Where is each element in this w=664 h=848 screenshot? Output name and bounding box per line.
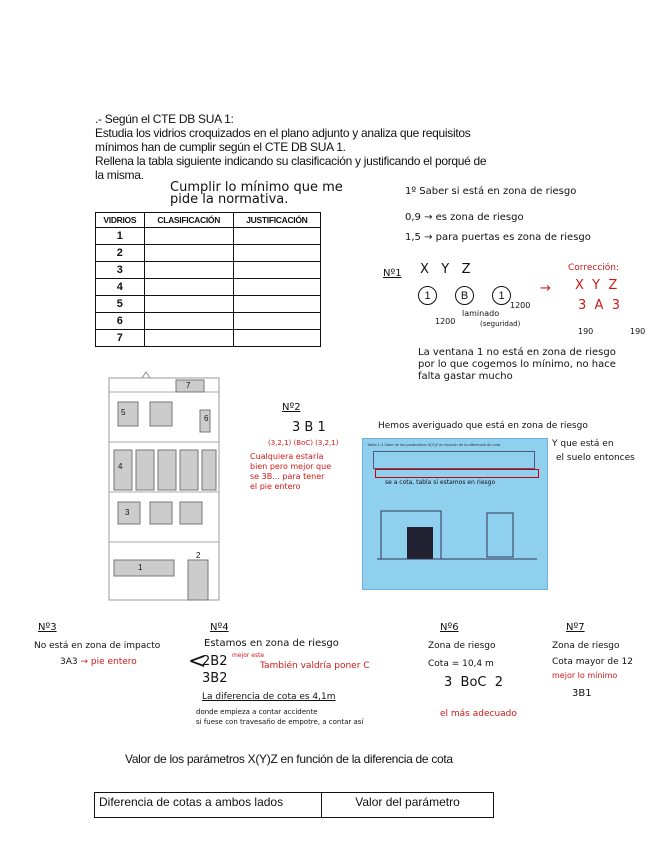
n4-l5: si fuese con travesaño de empotre, a contar así xyxy=(196,718,364,726)
blue-table-image xyxy=(362,438,548,590)
n1-corr-xyz: X Y Z xyxy=(575,278,618,293)
n1-corr-vals: 3 A 3 xyxy=(578,298,620,313)
n4-title: Nº4 xyxy=(210,622,229,633)
n4-opt2: 3B2 xyxy=(202,671,228,686)
vidrios-table xyxy=(95,212,321,347)
table-row xyxy=(96,262,321,279)
table-row xyxy=(96,296,321,313)
n1-text-3: falta gastar mucho xyxy=(418,371,513,382)
drawing-label-5: 5 xyxy=(121,408,126,417)
header-clasificacion: CLASIFICACIÓN xyxy=(144,213,233,228)
note-line-2: 0,9 → es zona de riesgo xyxy=(405,212,524,223)
n7-l1: Zona de riesgo xyxy=(552,641,620,651)
table-row xyxy=(96,330,321,347)
intro-text xyxy=(95,112,575,182)
drawing-label-4: 4 xyxy=(118,462,123,471)
n1-arrow: → xyxy=(540,281,551,296)
n1-text-2: por lo que cogemos lo mínimo, no hace xyxy=(418,359,616,370)
drawing-label-7: 7 xyxy=(186,381,191,390)
bottom-caption: Valor de los parámetros X(Y)Z en función de la diferencia de cota xyxy=(125,752,453,766)
n2-value: 3 B 1 xyxy=(292,420,326,435)
n7-red: mejor lo mínimo xyxy=(552,671,618,680)
n3-value: 3A3 xyxy=(60,657,78,667)
n6-red: el más adecuado xyxy=(440,709,517,719)
n6-l3: 3 BoC 2 xyxy=(444,675,504,690)
facade-drawing xyxy=(108,370,220,602)
n4-opt1-note: mejor este xyxy=(232,652,265,659)
row-number: 7 xyxy=(96,330,145,347)
row-number: 5 xyxy=(96,296,145,313)
n3-l2 xyxy=(60,656,137,668)
note-minimo: Cumplir lo mínimo que me pide la normativa. xyxy=(170,180,343,207)
n1-text xyxy=(418,347,648,383)
facade-svg xyxy=(108,370,220,602)
n2-title: Nº2 xyxy=(282,402,301,413)
intro-line-5: la misma. xyxy=(95,168,144,182)
intro-line-1: .- Según el CTE DB SUA 1: xyxy=(95,112,234,126)
n1-correccion: Corrección: xyxy=(568,263,620,273)
n6-l2: Cota = 10,4 m xyxy=(428,659,494,669)
n1-sub-mid: laminado xyxy=(462,309,500,318)
n4-brace: < xyxy=(188,649,207,674)
n7-l3: 3B1 xyxy=(572,688,592,699)
n1-circle-y: B xyxy=(455,286,474,305)
n2-red-3: se 3B... para tener xyxy=(250,472,325,481)
n4-l1: Estamos en zona de riesgo xyxy=(204,638,339,649)
drawing-label-2: 2 xyxy=(196,551,201,560)
n3-red: → pie entero xyxy=(80,657,137,667)
n1-sub-right: 1200 xyxy=(510,301,531,310)
row-number: 2 xyxy=(96,245,145,262)
n1-corr-sub2: 190 xyxy=(630,327,646,336)
table-row xyxy=(96,313,321,330)
drawing-label-6: 6 xyxy=(204,414,209,423)
header-justificacion: JUSTIFICACIÓN xyxy=(233,213,320,228)
n1-circle-x: 1 xyxy=(418,286,437,305)
header-vidrios: VIDRIOS xyxy=(96,213,145,228)
intro-line-3: mínimos han de cumplir según el CTE DB SUA 1. xyxy=(95,140,346,154)
drawing-label-3: 3 xyxy=(125,508,130,517)
right-notes xyxy=(405,186,645,244)
n2-red-note xyxy=(250,452,360,492)
n1-sub-mid2: (seguridad) xyxy=(480,320,521,328)
table-row xyxy=(96,228,321,245)
n1-circle-z: 1 xyxy=(492,286,511,305)
bottom-col-2: Valor del parámetro xyxy=(355,795,460,809)
n6-l1: Zona de riesgo xyxy=(428,641,496,651)
n1-xyz: X Y Z xyxy=(420,262,471,277)
n4-l3: La diferencia de cota es 4,1m xyxy=(202,692,336,702)
n7-title: Nº7 xyxy=(566,622,585,633)
n2-sub: (3,2,1) (BoC) (3,2,1) xyxy=(268,439,339,447)
n1-circles xyxy=(418,286,511,305)
n4-l4: donde empieza a contar accidente xyxy=(196,708,318,716)
n2-red-4: el pie entero xyxy=(250,482,301,491)
n4-opt1-red: También valdría poner C xyxy=(260,661,370,671)
table-row xyxy=(96,245,321,262)
drawing-label-1: 1 xyxy=(138,563,143,572)
n1-corr-sub1: 190 xyxy=(578,327,594,336)
row-number: 3 xyxy=(96,262,145,279)
n1-title: Nº1 xyxy=(383,268,402,279)
row-number: 4 xyxy=(96,279,145,296)
n7-l2: Cota mayor de 12 xyxy=(552,657,633,667)
n2-red-2: bien pero mejor que xyxy=(250,462,332,471)
blue-caption: Tabla 1.1 Valor de los parámetros X(Y)Z en función de la diferencia de cota xyxy=(367,442,501,447)
note-line-1: 1º Saber si está en zona de riesgo xyxy=(405,186,577,197)
hemos-l1: Hemos averiguado que está en zona de riesgo xyxy=(378,421,588,431)
blue-highlight-text: se a cota, tabla si estamos en riesgo xyxy=(385,479,496,486)
blue-diagram xyxy=(377,507,537,567)
bottom-table xyxy=(94,792,494,818)
n4-opt1: 2B2 xyxy=(202,654,228,669)
intro-line-2: Estudia los vidrios croquizados en el plano adjunto y analiza que requisitos xyxy=(95,126,471,140)
n3-title: Nº3 xyxy=(38,622,57,633)
n6-title: Nº6 xyxy=(440,622,459,633)
row-number: 6 xyxy=(96,313,145,330)
note-line-3: 1,5 → para puertas es zona de riesgo xyxy=(405,232,591,243)
table-row xyxy=(96,279,321,296)
bottom-col-1: Diferencia de cotas a ambos lados xyxy=(95,793,322,817)
n1-sub-left: 1200 xyxy=(435,317,456,326)
n1-text-1: La ventana 1 no está en zona de riesgo xyxy=(418,347,616,358)
n2-red-1: Cualquiera estaría xyxy=(250,452,324,461)
hemos-l3: el suelo entonces xyxy=(556,453,635,463)
n3-l1: No está en zona de impacto xyxy=(34,641,161,651)
hemos-l2: Y que está en xyxy=(552,439,614,449)
intro-line-4: Rellena la tabla siguiente indicando su clasificación y justificando el porqué de xyxy=(95,154,487,168)
row-number: 1 xyxy=(96,228,145,245)
